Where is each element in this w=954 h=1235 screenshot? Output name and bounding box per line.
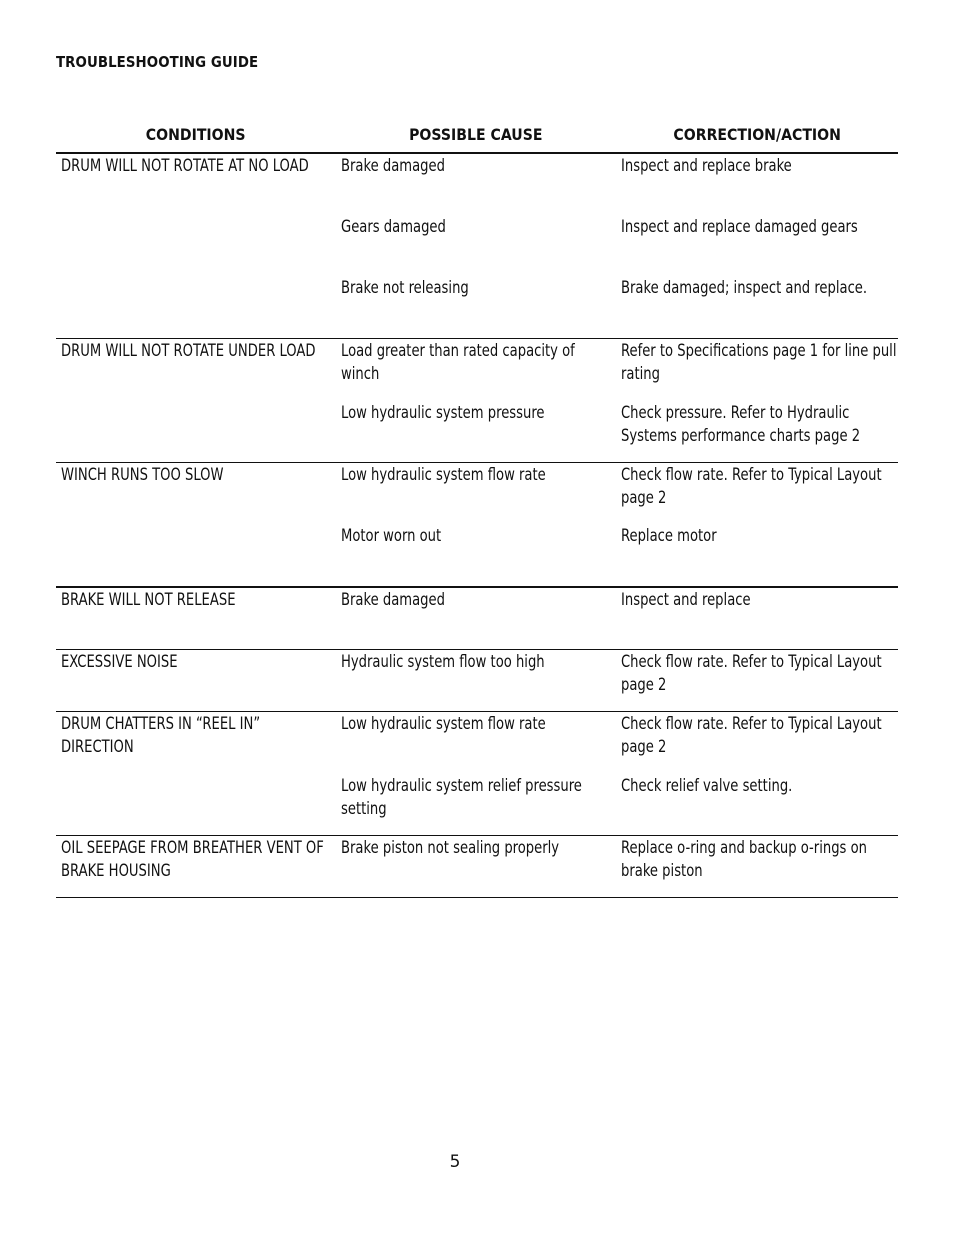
action-cell: Check flow rate. Refer to Typical Layout page 2	[621, 652, 882, 695]
condition-cell: DRUM WILL NOT ROTATE UNDER LOAD	[61, 341, 316, 361]
table-row	[56, 524, 898, 586]
condition-cell: DRUM CHATTERS IN “REEL IN” DIRECTION	[61, 714, 261, 757]
table-row	[56, 774, 898, 835]
condition-cell: DRUM WILL NOT ROTATE AT NO LOAD	[61, 156, 309, 176]
table-row-group	[56, 154, 898, 339]
table-row	[56, 401, 898, 462]
table-row	[56, 215, 898, 276]
condition-cell	[56, 774, 336, 835]
action-cell: Inspect and replace	[621, 590, 751, 610]
action-cell: Check flow rate. Refer to Typical Layout page 2	[621, 714, 882, 757]
cause-cell: Low hydraulic system pressure	[341, 403, 545, 423]
condition-cell	[56, 276, 336, 338]
action-cell: Refer to Specifications page 1 for line pull rating	[621, 341, 897, 384]
cause-cell: Motor worn out	[341, 526, 442, 546]
condition-cell: BRAKE WILL NOT RELEASE	[61, 590, 236, 610]
table-row-group	[56, 836, 898, 898]
action-cell: Check relief valve setting.	[621, 776, 793, 796]
condition-cell	[56, 524, 336, 586]
table-row	[56, 712, 898, 774]
cause-cell: Low hydraulic system relief pressure setting	[341, 776, 582, 819]
action-cell: Check pressure. Refer to Hydraulic Systems performance charts page 2	[621, 403, 861, 446]
table-row	[56, 650, 898, 711]
table-row	[56, 836, 898, 897]
cause-cell: Brake not releasing	[341, 278, 469, 298]
table-row-group	[56, 588, 898, 650]
table-row	[56, 339, 898, 401]
action-cell: Replace o-ring and backup o-rings on brake piston	[621, 838, 867, 881]
table-row	[56, 154, 898, 215]
cause-cell: Low hydraulic system flow rate	[341, 465, 546, 485]
table-row	[56, 588, 898, 649]
page-title: TROUBLESHOOTING GUIDE	[56, 53, 259, 71]
condition-cell: OIL SEEPAGE FROM BREATHER VENT OF BRAKE HOUSING	[61, 838, 324, 881]
condition-cell	[56, 401, 336, 462]
action-cell: Inspect and replace damaged gears	[621, 217, 858, 237]
condition-cell: WINCH RUNS TOO SLOW	[61, 465, 224, 485]
cause-cell: Brake damaged	[341, 156, 445, 176]
action-cell: Brake damaged; inspect and replace.	[621, 278, 868, 298]
condition-cell	[56, 215, 336, 276]
cause-cell: Brake piston not sealing properly	[341, 838, 560, 858]
table-row-group	[56, 650, 898, 712]
cause-cell: Low hydraulic system flow rate	[341, 714, 546, 734]
table-row-group	[56, 463, 898, 588]
table-row-group	[56, 712, 898, 836]
action-cell: Replace motor	[621, 526, 717, 546]
table-row	[56, 463, 898, 524]
cause-cell: Hydraulic system flow too high	[341, 652, 545, 672]
page-number: 5	[449, 1152, 461, 1172]
cause-cell: Gears damaged	[341, 217, 446, 237]
cause-cell: Brake damaged	[341, 590, 445, 610]
troubleshooting-table	[56, 122, 898, 898]
table-row-group	[56, 339, 898, 463]
header-correction-action: CORRECTION/ACTION	[673, 125, 841, 144]
header-possible-cause: POSSIBLE CAUSE	[409, 125, 543, 144]
table-header	[56, 122, 898, 154]
table-body	[56, 154, 898, 898]
header-conditions: CONDITIONS	[146, 125, 246, 144]
cause-cell: Load greater than rated capacity of winch	[341, 341, 575, 384]
action-cell: Inspect and replace brake	[621, 156, 792, 176]
table-row	[56, 276, 898, 338]
condition-cell: EXCESSIVE NOISE	[61, 652, 178, 672]
action-cell: Check flow rate. Refer to Typical Layout page 2	[621, 465, 882, 508]
